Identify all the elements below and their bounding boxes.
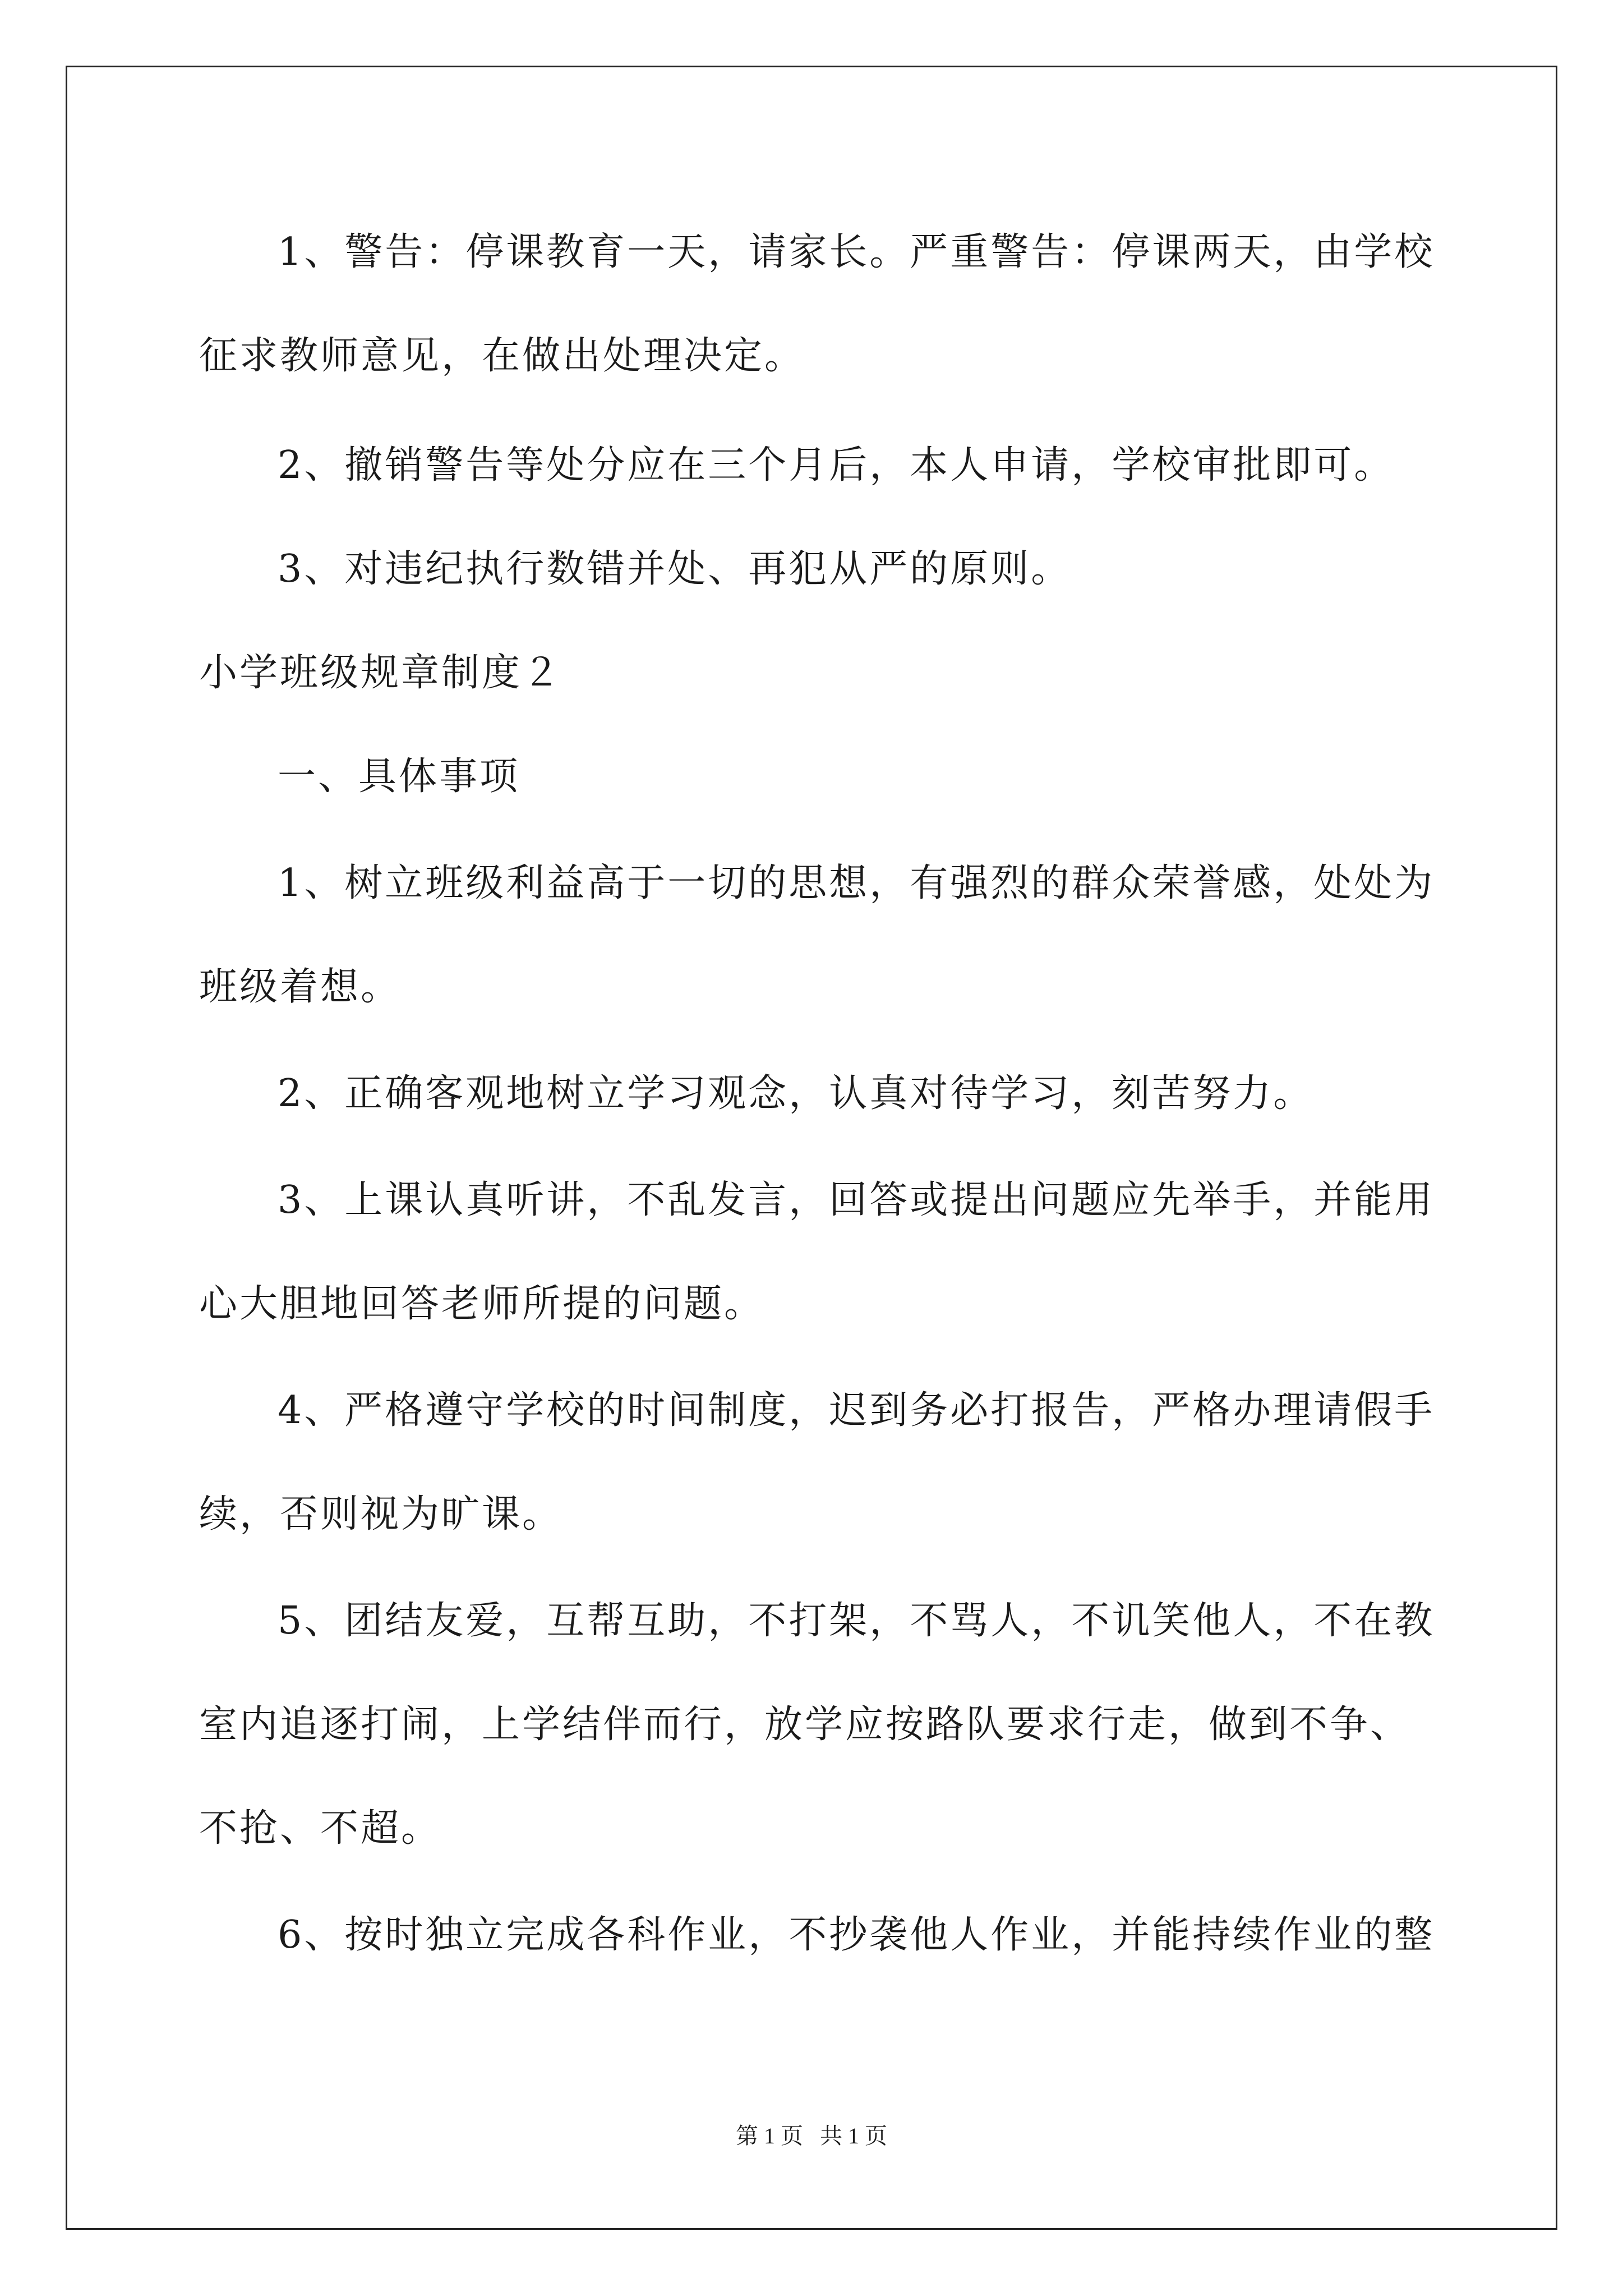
paragraph-line: 不抢、不超。: [199, 1806, 442, 1851]
paragraph-line: 5、团结友爱，互帮互助，不打架，不骂人，不讥笑他人，不在教: [278, 1599, 1435, 1643]
page-number-footer: 第 1 页 共 1 页: [736, 2123, 887, 2148]
section-heading: 小学班级规章制度２: [199, 651, 563, 695]
paragraph-line: 心大胆地回答老师所提的问题。: [199, 1282, 765, 1326]
paragraph-line: 1、树立班级利益高于一切的思想，有强烈的群众荣誉感，处处为: [278, 861, 1435, 905]
paragraph-line: 6、按时独立完成各科作业，不抄袭他人作业，并能持续作业的整: [278, 1913, 1435, 1957]
paragraph-line: 3、上课认真听讲，不乱发言，回答或提出问题应先举手，并能用: [278, 1178, 1435, 1222]
page-border: [66, 66, 1557, 2230]
paragraph-line: 2、撤销警告等处分应在三个月后，本人申请，学校审批即可。: [278, 443, 1395, 487]
paragraph-line: 班级着想。: [199, 965, 402, 1009]
subsection-heading: 一、具体事项: [278, 754, 520, 799]
paragraph-line: 室内追逐打闹，上学结伴而行，放学应按路队要求行走，做到不争、: [199, 1703, 1411, 1747]
paragraph-line: 2、正确客观地树立学习观念，认真对待学习，刻苦努力。: [278, 1071, 1314, 1116]
paragraph-line: 征求教师意见，在做出处理决定。: [199, 334, 805, 378]
paragraph-line: 4、严格遵守学校的时间制度，迟到务必打报告，严格办理请假手: [278, 1388, 1435, 1433]
paragraph-line: 3、对违纪执行数错并处、再犯从严的原则。: [278, 547, 1072, 591]
paragraph-line: 续，否则视为旷课。: [199, 1492, 563, 1536]
paragraph-line: 1、警告：停课教育一天，请家长。严重警告：停课两天，由学校: [278, 230, 1435, 274]
